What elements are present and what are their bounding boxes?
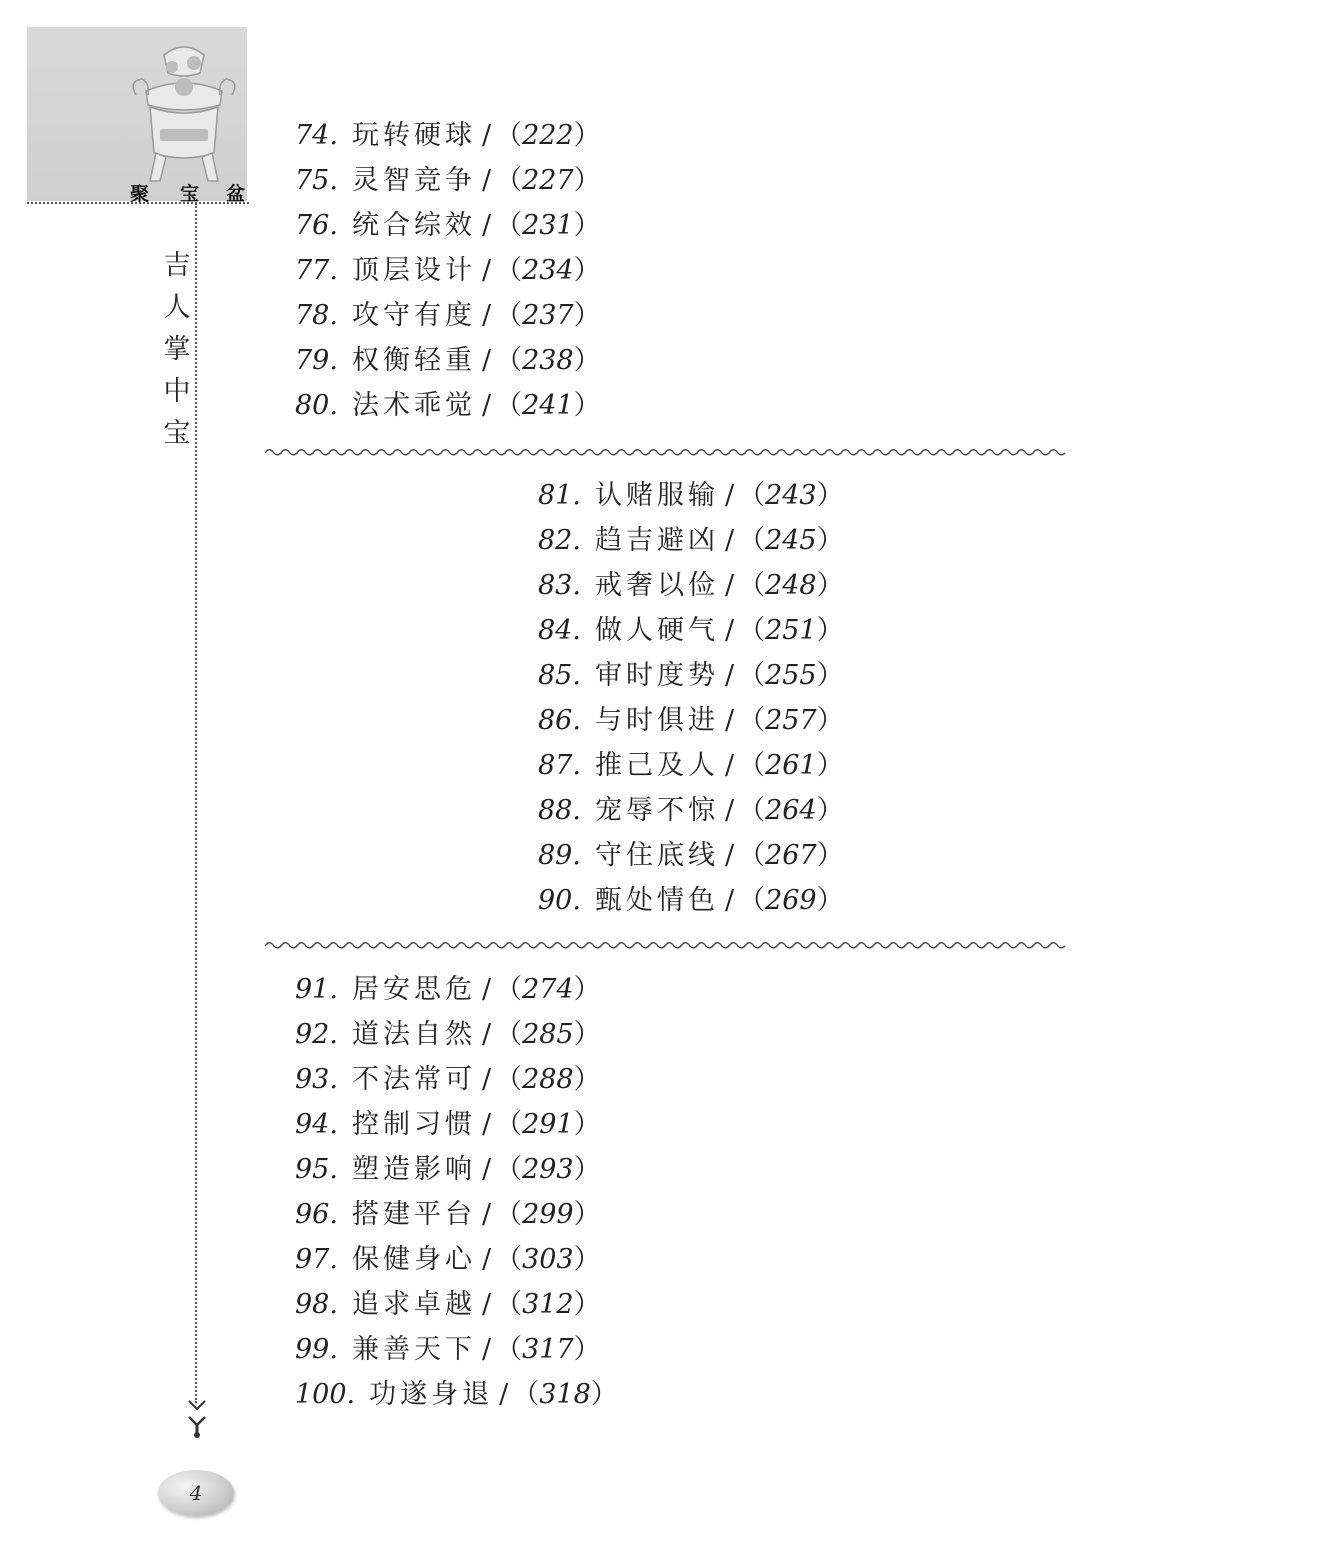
toc-separator: / bbox=[499, 1379, 509, 1410]
page-number-badge bbox=[158, 1470, 234, 1516]
open-paren: （ bbox=[495, 1154, 523, 1185]
book-title-char: 人 bbox=[163, 292, 191, 323]
down-arrow-icon bbox=[185, 1395, 209, 1439]
toc-entry-title: 保健身心 bbox=[351, 1244, 476, 1275]
close-paren: ） bbox=[816, 750, 844, 781]
open-paren: （ bbox=[738, 840, 766, 871]
toc-entry-number: 75. bbox=[295, 165, 338, 196]
toc-separator: / bbox=[724, 570, 735, 601]
toc-entry bbox=[538, 653, 844, 698]
toc-entry-page: 288 bbox=[522, 1064, 574, 1095]
open-paren: （ bbox=[495, 974, 523, 1005]
toc-entry-number: 94. bbox=[295, 1109, 338, 1140]
series-label-char-3: 盆 bbox=[226, 183, 246, 205]
wavy-divider bbox=[265, 445, 1071, 459]
open-paren: （ bbox=[738, 570, 766, 601]
close-paren: ） bbox=[573, 1199, 601, 1230]
book-title-char: 吉 bbox=[163, 250, 191, 281]
toc-group-3 bbox=[295, 967, 618, 1417]
toc-entry-title: 兼善天下 bbox=[351, 1334, 476, 1365]
open-paren: （ bbox=[495, 1289, 523, 1320]
toc-entry bbox=[295, 1237, 618, 1282]
toc-entry bbox=[295, 1372, 618, 1417]
series-label-char-2: 宝 bbox=[180, 183, 200, 205]
open-paren: （ bbox=[495, 1064, 523, 1095]
open-paren: （ bbox=[495, 255, 523, 286]
close-paren: ） bbox=[816, 480, 844, 511]
toc-entry-number: 84. bbox=[538, 615, 581, 646]
toc-entry-title: 推己及人 bbox=[594, 750, 719, 781]
close-paren: ） bbox=[573, 974, 601, 1005]
toc-entry-title: 道法自然 bbox=[351, 1019, 476, 1050]
open-paren: （ bbox=[738, 885, 766, 916]
toc-entry bbox=[295, 1327, 618, 1372]
close-paren: ） bbox=[590, 1379, 618, 1410]
toc-entry-number: 98. bbox=[295, 1289, 338, 1320]
close-paren: ） bbox=[573, 255, 601, 286]
toc-entry-number: 88. bbox=[538, 795, 581, 826]
open-paren: （ bbox=[738, 705, 766, 736]
toc-entry-number: 74. bbox=[295, 120, 338, 151]
toc-entry-page: 291 bbox=[522, 1109, 574, 1140]
close-paren: ） bbox=[573, 210, 601, 241]
toc-entry-title: 认赌服输 bbox=[594, 480, 719, 511]
toc-entry-page: 261 bbox=[765, 750, 817, 781]
toc-entry bbox=[295, 967, 618, 1012]
toc-entry-page: 257 bbox=[765, 705, 817, 736]
toc-entry-number: 96. bbox=[295, 1199, 338, 1230]
toc-entry-page: 267 bbox=[765, 840, 817, 871]
toc-entry-page: 264 bbox=[765, 795, 817, 826]
toc-entry-title: 戒奢以俭 bbox=[594, 570, 719, 601]
toc-entry bbox=[538, 743, 844, 788]
open-paren: （ bbox=[495, 300, 523, 331]
toc-entry-title: 做人硬气 bbox=[594, 615, 719, 646]
toc-entry-title: 统合综效 bbox=[351, 210, 476, 241]
toc-separator: / bbox=[724, 660, 735, 691]
toc-entry-number: 92. bbox=[295, 1019, 338, 1050]
open-paren: （ bbox=[738, 660, 766, 691]
toc-entry bbox=[295, 1147, 618, 1192]
toc-entry-number: 78. bbox=[295, 300, 338, 331]
open-paren: （ bbox=[495, 210, 523, 241]
toc-entry-number: 89. bbox=[538, 840, 581, 871]
toc-entry-page: 227 bbox=[522, 165, 574, 196]
open-paren: （ bbox=[495, 1244, 523, 1275]
close-paren: ） bbox=[573, 165, 601, 196]
open-paren: （ bbox=[495, 1334, 523, 1365]
toc-entry bbox=[538, 878, 844, 923]
close-paren: ） bbox=[573, 1244, 601, 1275]
toc-entry-title: 顶层设计 bbox=[351, 255, 476, 286]
toc-entry bbox=[538, 518, 844, 563]
toc-entry-number: 93. bbox=[295, 1064, 338, 1095]
toc-entry-title: 甄处情色 bbox=[594, 885, 719, 916]
toc-entry-number: 83. bbox=[538, 570, 581, 601]
page-number: 4 bbox=[189, 1481, 203, 1505]
toc-entry-page: 318 bbox=[539, 1379, 591, 1410]
toc-entry-title: 审时度势 bbox=[594, 660, 719, 691]
toc-separator: / bbox=[481, 974, 492, 1005]
toc-entry-number: 79. bbox=[295, 345, 338, 376]
header-rule bbox=[27, 202, 249, 204]
close-paren: ） bbox=[573, 390, 601, 421]
toc-entry bbox=[538, 473, 844, 518]
toc-entry bbox=[295, 203, 601, 248]
toc-entry-number: 97. bbox=[295, 1244, 338, 1275]
toc-separator: / bbox=[724, 795, 735, 826]
toc-entry-page: 245 bbox=[765, 525, 817, 556]
open-paren: （ bbox=[495, 345, 523, 376]
toc-separator: / bbox=[481, 210, 492, 241]
close-paren: ） bbox=[573, 1334, 601, 1365]
toc-separator: / bbox=[481, 1154, 492, 1185]
toc-entry-number: 95. bbox=[295, 1154, 338, 1185]
toc-separator: / bbox=[481, 390, 492, 421]
toc-entry-number: 77. bbox=[295, 255, 338, 286]
toc-entry-page: 243 bbox=[765, 480, 817, 511]
book-title-char: 掌 bbox=[163, 334, 191, 365]
close-paren: ） bbox=[816, 570, 844, 601]
toc-entry bbox=[295, 1057, 618, 1102]
toc-separator: / bbox=[481, 1064, 492, 1095]
open-paren: （ bbox=[495, 1019, 523, 1050]
close-paren: ） bbox=[573, 1019, 601, 1050]
toc-entry-title: 追求卓越 bbox=[351, 1289, 476, 1320]
toc-entry-page: 317 bbox=[522, 1334, 574, 1365]
toc-entry-page: 241 bbox=[522, 390, 574, 421]
toc-separator: / bbox=[481, 120, 492, 151]
close-paren: ） bbox=[573, 120, 601, 151]
toc-entry-title: 攻守有度 bbox=[351, 300, 476, 331]
toc-separator: / bbox=[724, 840, 735, 871]
close-paren: ） bbox=[816, 795, 844, 826]
book-title bbox=[162, 245, 192, 455]
open-paren: （ bbox=[738, 750, 766, 781]
treasure-bowl-icon bbox=[120, 35, 248, 185]
toc-entry-title: 宠辱不惊 bbox=[594, 795, 719, 826]
toc-group-1 bbox=[295, 113, 601, 428]
toc-entry-title: 权衡轻重 bbox=[351, 345, 476, 376]
toc-entry-number: 99. bbox=[295, 1334, 338, 1365]
toc-entry-title: 灵智竞争 bbox=[351, 165, 476, 196]
open-paren: （ bbox=[738, 525, 766, 556]
toc-entry-page: 312 bbox=[522, 1289, 574, 1320]
toc-entry bbox=[295, 158, 601, 203]
side-rule bbox=[195, 203, 197, 1403]
toc-separator: / bbox=[724, 885, 735, 916]
toc-entry-title: 塑造影响 bbox=[351, 1154, 476, 1185]
toc-entry-number: 86. bbox=[538, 705, 581, 736]
book-title-char: 宝 bbox=[163, 418, 191, 449]
toc-entry-number: 100. bbox=[295, 1379, 356, 1410]
toc-separator: / bbox=[724, 525, 735, 556]
close-paren: ） bbox=[816, 885, 844, 916]
toc-entry-title: 趋吉避凶 bbox=[594, 525, 719, 556]
toc-entry-title: 居安思危 bbox=[351, 974, 476, 1005]
toc-separator: / bbox=[481, 1199, 492, 1230]
toc-entry bbox=[538, 563, 844, 608]
toc-entry bbox=[538, 698, 844, 743]
toc-entry-page: 299 bbox=[522, 1199, 574, 1230]
toc-entry-title: 守住底线 bbox=[594, 840, 719, 871]
toc-separator: / bbox=[724, 480, 735, 511]
toc-entry-page: 248 bbox=[765, 570, 817, 601]
open-paren: （ bbox=[738, 615, 766, 646]
toc-entry-page: 269 bbox=[765, 885, 817, 916]
toc-entry-title: 搭建平台 bbox=[351, 1199, 476, 1230]
book-title-char: 中 bbox=[163, 376, 191, 407]
toc-entry-page: 237 bbox=[522, 300, 574, 331]
toc-separator: / bbox=[481, 1244, 492, 1275]
close-paren: ） bbox=[816, 525, 844, 556]
close-paren: ） bbox=[573, 1289, 601, 1320]
toc-entry-title: 与时俱进 bbox=[594, 705, 719, 736]
toc-entry-page: 231 bbox=[522, 210, 574, 241]
open-paren: （ bbox=[738, 480, 766, 511]
open-paren: （ bbox=[495, 120, 523, 151]
toc-entry-page: 255 bbox=[765, 660, 817, 691]
series-label-char-1: 聚 bbox=[130, 183, 150, 205]
toc-separator: / bbox=[481, 1019, 492, 1050]
open-paren: （ bbox=[495, 390, 523, 421]
open-paren: （ bbox=[495, 1109, 523, 1140]
toc-entry-number: 76. bbox=[295, 210, 338, 241]
toc-separator: / bbox=[481, 1289, 492, 1320]
toc-entry bbox=[295, 1012, 618, 1057]
toc-entry-number: 90. bbox=[538, 885, 581, 916]
toc-separator: / bbox=[481, 300, 492, 331]
toc-separator: / bbox=[724, 705, 735, 736]
toc-entry-page: 285 bbox=[522, 1019, 574, 1050]
close-paren: ） bbox=[816, 705, 844, 736]
toc-separator: / bbox=[481, 1109, 492, 1140]
toc-separator: / bbox=[481, 165, 492, 196]
open-paren: （ bbox=[495, 165, 523, 196]
toc-entry-page: 274 bbox=[522, 974, 574, 1005]
open-paren: （ bbox=[495, 1199, 523, 1230]
open-paren: （ bbox=[512, 1379, 540, 1410]
toc-entry-title: 玩转硬球 bbox=[351, 120, 476, 151]
toc-entry-number: 85. bbox=[538, 660, 581, 691]
close-paren: ） bbox=[816, 615, 844, 646]
toc-entry-page: 222 bbox=[522, 120, 574, 151]
open-paren: （ bbox=[738, 795, 766, 826]
toc-entry bbox=[295, 1282, 618, 1327]
toc-entry-number: 91. bbox=[295, 974, 338, 1005]
toc-group-2 bbox=[538, 473, 844, 923]
toc-entry-page: 303 bbox=[522, 1244, 574, 1275]
toc-entry-title: 法术乖觉 bbox=[351, 390, 476, 421]
close-paren: ） bbox=[573, 1109, 601, 1140]
toc-separator: / bbox=[724, 750, 735, 781]
toc-entry bbox=[538, 608, 844, 653]
toc-entry bbox=[295, 1102, 618, 1147]
toc-separator: / bbox=[481, 255, 492, 286]
close-paren: ） bbox=[816, 840, 844, 871]
toc-entry-page: 234 bbox=[522, 255, 574, 286]
toc-entry-title: 控制习惯 bbox=[351, 1109, 476, 1140]
toc-entry bbox=[295, 1192, 618, 1237]
toc-entry-page: 293 bbox=[522, 1154, 574, 1185]
toc-entry bbox=[295, 293, 601, 338]
toc-entry bbox=[538, 788, 844, 833]
close-paren: ） bbox=[573, 345, 601, 376]
toc-separator: / bbox=[481, 345, 492, 376]
toc-entry-page: 238 bbox=[522, 345, 574, 376]
toc-separator: / bbox=[724, 615, 735, 646]
toc-entry-title: 功遂身退 bbox=[369, 1379, 494, 1410]
toc-entry bbox=[295, 248, 601, 293]
close-paren: ） bbox=[573, 1064, 601, 1095]
toc-separator: / bbox=[481, 1334, 492, 1365]
toc-entry-number: 87. bbox=[538, 750, 581, 781]
toc-entry bbox=[295, 383, 601, 428]
close-paren: ） bbox=[573, 1154, 601, 1185]
toc-entry bbox=[538, 833, 844, 878]
close-paren: ） bbox=[573, 300, 601, 331]
toc-entry-number: 82. bbox=[538, 525, 581, 556]
toc-entry bbox=[295, 113, 601, 158]
toc-entry bbox=[295, 338, 601, 383]
toc-entry-title: 不法常可 bbox=[351, 1064, 476, 1095]
close-paren: ） bbox=[816, 660, 844, 691]
wavy-divider bbox=[265, 938, 1071, 952]
toc-entry-number: 81. bbox=[538, 480, 581, 511]
toc-entry-page: 251 bbox=[765, 615, 817, 646]
toc-entry-number: 80. bbox=[295, 390, 338, 421]
